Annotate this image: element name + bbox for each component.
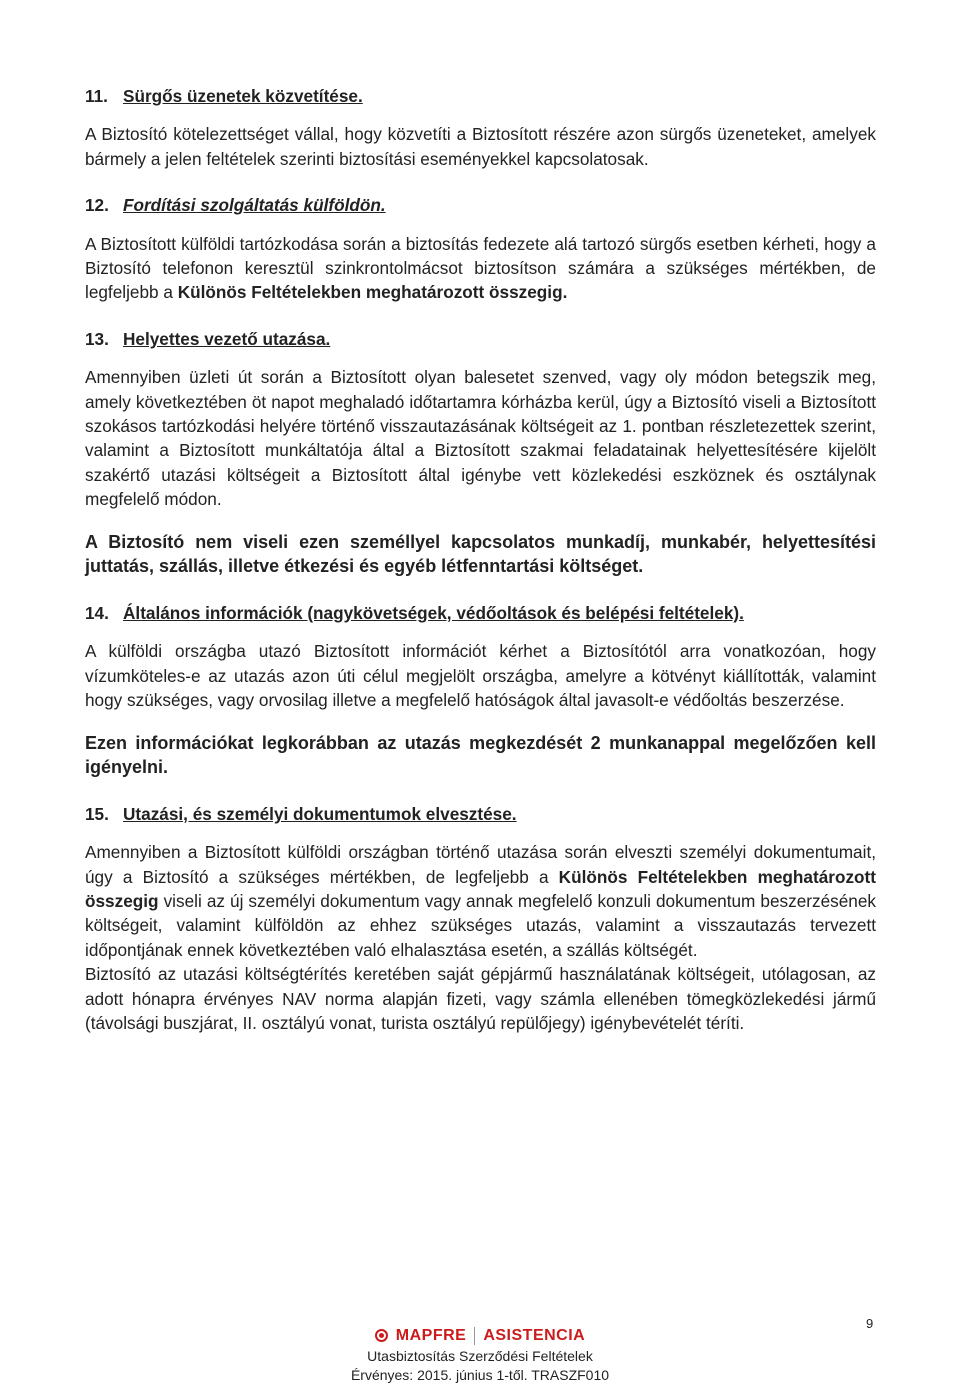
section-14-note: Ezen információkat legkorábban az utazás megkezdését 2 munkanappal megelőzően kell igényelni. [85,732,876,778]
section-number: 11. [85,86,108,106]
body-text: Amennyiben a Biztosított külföldi országban történő utazása során elveszti személyi dokumentumait, úgy a Biztosító a szükséges mértékben, de legfeljebb a [85,842,876,887]
section-11-heading [85,84,876,108]
body-text: viseli az új személyi dokumentum vagy annak megfelelő konzuli dokumentum beszerzésének költségeit, valamint külföldön az ehhez szükséges utazás, valamint a visszautazás tervezett időpontjának ennek következtében való elhalasztása esetén, a szállás költségét. [85,890,876,960]
logo-divider [474,1327,475,1345]
section-number: 12. [85,195,109,216]
section-number: 15. [85,803,109,824]
section-title: Sürgős üzenetek közvetítése. [123,86,363,106]
page-number: 9 [866,1316,874,1331]
section-title: Fordítási szolgáltatás külföldön. [123,195,386,216]
page-content [85,84,876,1035]
footer-doc-title: Utasbiztosítás Szerződési Feltételek [367,1348,593,1364]
section-number: 14. [85,602,109,623]
section-15-body-2: Biztosító az utazási költségtérítés keretében saját gépjármű használatának költségeit, utólagosan, az adott hónapra érvényes NAV norma alapján fizeti, vagy számla ellenében tömegközlekedési jármű (távolsági buszjárat, II. osztályú vonat, turista osztályú repülőjegy) igénybevételét téríti. [85,964,876,1033]
section-15-body [85,840,876,962]
section-13-body: Amennyiben üzleti út során a Biztosított olyan balesetet szenved, vagy oly módon betegszik meg, amely következtében öt napot meghaladó időtartamra kórházba kerül, úgy a Biztosító viseli a Biztosított szokásos tartózkodási helyére történő visszautazásának költségeit az 1. pontban részletezettek szerint, valamint a Biztosított munkáltatója által a Biztosított szakmai feladatainak helyettesítésére kijelölt szakértő utazási költségeit a Biztosított által igénybe vett közlekedési eszköznek és osztálynak megfelelő módon. [85,367,876,510]
section-12-heading [85,193,876,217]
page-footer [0,1326,960,1385]
section-13-note: A Biztosító nem viseli ezen személlyel kapcsolatos munkadíj, munkabér, helyettesítési juttatás, szállás, illetve étkezési és egyéb létfenntartási költséget. [85,531,876,577]
section-14-body: A külföldi országba utazó Biztosított információt kérhet a Biztosítótól arra vonatkozóan, hogy vízumköteles-e az utazás azon úti célul megjelölt országba, amelyre a kötvényt kiállították, valamint hogy szükséges, vagy orvosilag illetve a megfelelő hatóságok által javasolt-e védőoltás beszerzése. [85,641,876,711]
logo-asistencia-text: ASISTENCIA [483,1327,586,1344]
section-11-body: A Biztosító kötelezettséget vállal, hogy közvetíti a Biztosított részére azon sürgős üzeneteket, amelyek bármely a jelen feltételek szerinti biztosítási eseményekkel kapcsolatosak. [85,124,876,169]
section-title: Helyettes vezető utazása. [123,328,331,349]
body-text: A Biztosított külföldi tartózkodása során a biztosítás fedezete alá tartozó sürgős esetben kérheti, hogy a Biztosító telefonon keresztül szinkrontolmácsot biztosítson számára a szükséges mértékben, de legfeljebb a [85,233,876,303]
section-13-heading [85,327,876,351]
section-title: Utazási, és személyi dokumentumok elvesztése. [123,803,517,824]
section-number: 13. [85,328,109,349]
logo-mapfre-text: MAPFRE [395,1327,467,1344]
section-15-heading [85,802,876,826]
section-12-body [85,232,876,305]
footer-validity: Érvényes: 2015. június 1-től. TRASZF010 [350,1367,610,1383]
section-title: Általános információk (nagykövetségek, védőoltások és belépési feltételek). [123,602,744,623]
body-bold-text: Különös Feltételekben meghatározott összegig. [177,282,568,303]
mapfre-logo-icon [375,1329,388,1342]
section-14-heading [85,601,876,625]
body-bold-text: Különös Feltételekben meghatározott összegig [85,866,876,911]
company-logo [0,1326,960,1345]
